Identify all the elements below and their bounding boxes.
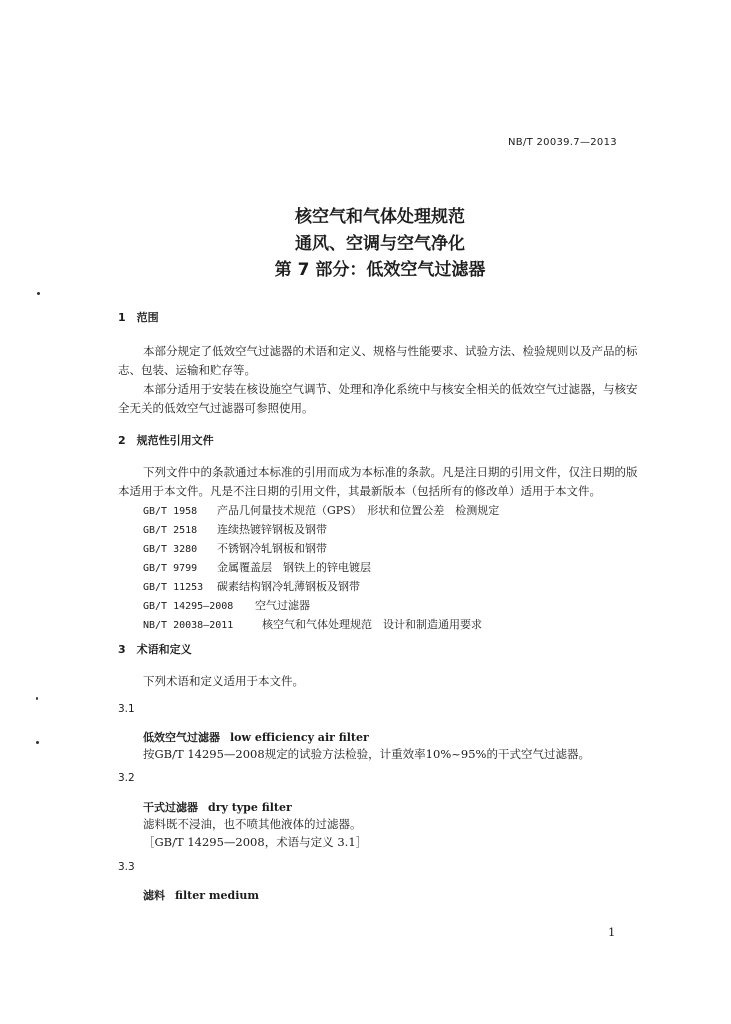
section-3-intro: 下列术语和定义适用于本文件。: [143, 674, 304, 688]
reference-title: 空气过滤器: [255, 599, 310, 612]
section-3-heading: 3 术语和定义: [118, 643, 192, 656]
term-zh: 低效空气过滤器: [143, 731, 220, 744]
term-en: low efficiency air filter: [230, 731, 369, 744]
reference-item: [143, 597, 310, 613]
section-1-heading: 1 范围: [118, 311, 159, 324]
standard-code: NB/T 20039.7—2013: [508, 137, 617, 148]
reference-title: 核空气和气体处理规范 设计和制造通用要求: [262, 618, 482, 631]
section-1-para1-line2: 志、包装、运输和贮存等。: [118, 363, 256, 377]
section-1-para1-line1: 本部分规定了低效空气过滤器的术语和定义、规格与性能要求、试验方法、检验规则以及产品的标: [143, 344, 638, 358]
reference-code: GB/T 14295—2008: [143, 601, 234, 612]
section-2-heading: 2 规范性引用文件: [118, 434, 214, 447]
page-number: 1: [608, 925, 616, 939]
term-zh: 干式过滤器: [143, 801, 198, 814]
term-zh: 滤料: [143, 889, 165, 902]
term-source-note: ［GB/T 14295—2008，术语与定义 3.1］: [143, 835, 368, 849]
clause-number: 3.2: [118, 772, 135, 784]
document-title-line2: 通风、空调与空气净化: [295, 234, 465, 254]
section-2-intro-line1: 下列文件中的条款通过本标准的引用而成为本标准的条款。凡是注日期的引用文件，仅注日期的版: [143, 465, 638, 479]
reference-code: GB/T 3280: [143, 544, 198, 555]
reference-item: [143, 616, 482, 632]
term-definition: 按GB/T 14295—2008规定的试验方法检验，计重效率10%~95%的干式空气过滤器。: [143, 747, 590, 761]
reference-item: [143, 578, 360, 594]
term-heading: [143, 729, 369, 745]
reference-item: [143, 559, 371, 575]
scan-speck: [36, 697, 38, 700]
clause-number: 3.3: [118, 861, 135, 873]
reference-item: [143, 540, 327, 556]
term-heading: [143, 799, 292, 815]
reference-title: 产品几何量技术规范（GPS） 形状和位置公差 检测规定: [217, 504, 500, 517]
document-title-line1: 核空气和气体处理规范: [295, 207, 465, 227]
scan-speck: [36, 741, 39, 744]
section-2-intro-line2: 本适用于本文件。凡是不注日期的引用文件，其最新版本（包括所有的修改单）适用于本文件。: [118, 484, 601, 498]
term-en: dry type filter: [208, 801, 292, 814]
reference-title: 连续热镀锌钢板及钢带: [217, 523, 327, 536]
reference-code: GB/T 1958: [143, 506, 198, 517]
section-1-para2-line1: 本部分适用于安装在核设施空气调节、处理和净化系统中与核安全相关的低效空气过滤器，与核安: [143, 382, 638, 396]
term-heading: [143, 887, 259, 903]
reference-code: GB/T 2518: [143, 525, 198, 536]
reference-title: 金属覆盖层 钢铁上的锌电镀层: [217, 561, 371, 574]
reference-title: 不锈钢冷轧钢板和钢带: [217, 542, 327, 555]
reference-code: GB/T 11253: [143, 582, 204, 593]
reference-code: NB/T 20038—2011: [143, 620, 234, 631]
reference-title: 碳素结构钢冷轧薄钢板及钢带: [217, 580, 360, 593]
reference-item: [143, 502, 499, 518]
term-en: filter medium: [175, 889, 260, 902]
scan-speck: [37, 292, 40, 295]
section-1-para2-line2: 全无关的低效空气过滤器可参照使用。: [118, 401, 314, 415]
reference-code: GB/T 9799: [143, 563, 198, 574]
reference-item: [143, 521, 327, 537]
clause-number: 3.1: [118, 703, 135, 715]
term-definition: 滤料既不浸油，也不喷其他液体的过滤器。: [143, 817, 362, 831]
document-title-line3: 第 7 部分：低效空气过滤器: [274, 260, 486, 280]
